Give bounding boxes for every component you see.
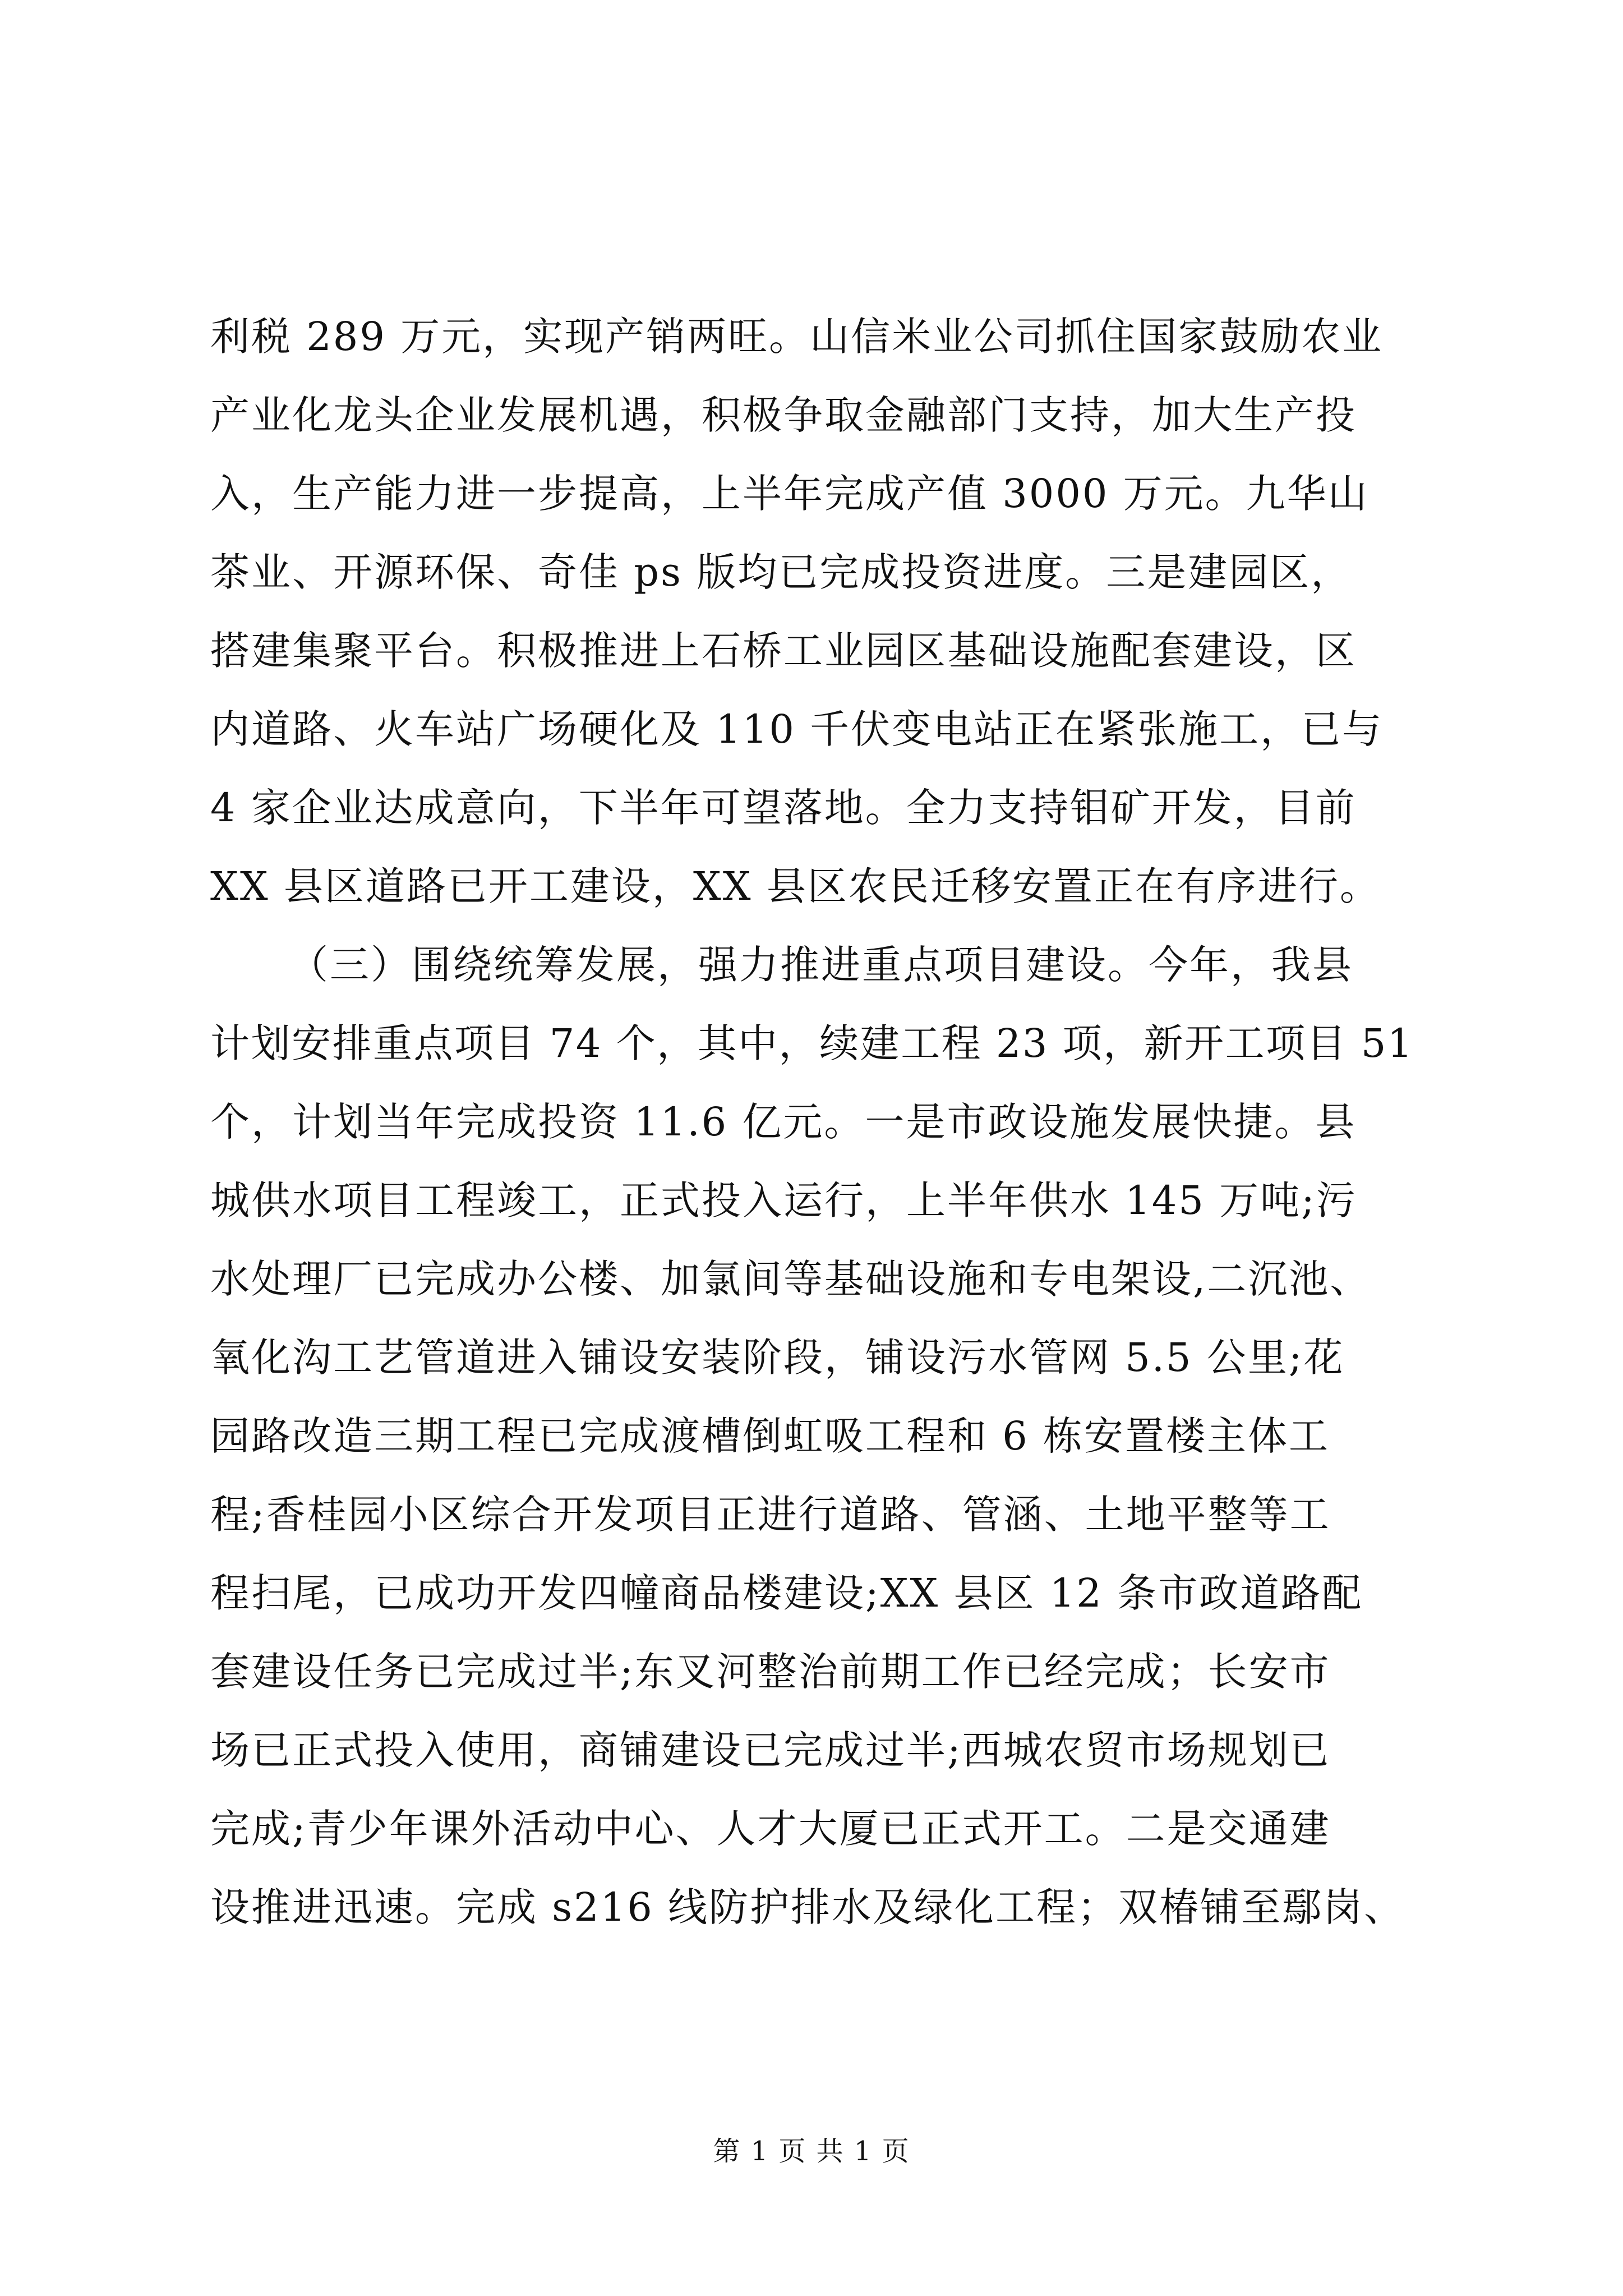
text-line: 内道路、火车站广场硬化及 110 千伏变电站正在紧张施工，已与 xyxy=(210,706,1384,752)
text-line: 入，生产能力进一步提高，上半年完成产值 3000 万元。九华山 xyxy=(210,471,1369,517)
text-line: 园路改造三期工程已完成渡槽倒虹吸工程和 6 栋安置楼主体工 xyxy=(210,1413,1330,1459)
text-line: 程扫尾，已成功开发四幢商品楼建设;XX 县区 12 条市政道路配 xyxy=(210,1570,1363,1616)
text-line: 产业化龙头企业发展机遇，积极争取金融部门支持，加大生产投 xyxy=(210,392,1357,438)
page-footer xyxy=(0,2134,1623,2168)
text-line: 设推进迅速。完成 s216 线防护排水及绿化工程；双椿铺至鄢岗、 xyxy=(210,1884,1405,1930)
text-line: 氧化沟工艺管道进入铺设安装阶段，铺设污水管网 5.5 公里;花 xyxy=(210,1335,1345,1381)
text-line: XX 县区道路已开工建设，XX 县区农民迁移安置正在有序进行。 xyxy=(210,863,1381,909)
body-text xyxy=(210,297,1422,1947)
text-line: 利税 289 万元，实现产销两旺。山信米业公司抓住国家鼓励农业 xyxy=(210,314,1384,360)
text-line: 4 家企业达成意向，下半年可望落地。全力支持钼矿开发，目前 xyxy=(210,785,1357,831)
text-line: 完成;青少年课外活动中心、人才大厦已正式开工。二是交通建 xyxy=(210,1806,1331,1852)
text-line: 茶业、开源环保、奇佳 ps 版均已完成投资进度。三是建园区， xyxy=(210,549,1352,595)
text-line: 计划安排重点项目 74 个，其中，续建工程 23 项，新开工项目 51 xyxy=(210,1020,1414,1066)
section-heading-line: （三）围绕统筹发展，强力推进重点项目建设。今年，我县 xyxy=(289,942,1353,988)
text-line: 城供水项目工程竣工，正式投入运行，上半年供水 145 万吨;污 xyxy=(210,1177,1357,1223)
text-line: 程;香桂园小区综合开发项目正进行道路、管涵、土地平整等工 xyxy=(210,1492,1331,1538)
text-line: 套建设任务已完成过半;东叉河整治前期工作已经完成；长安市 xyxy=(210,1649,1331,1695)
text-line: 场已正式投入使用，商铺建设已完成过半;西城农贸市场规划已 xyxy=(210,1727,1331,1773)
text-line: 个，计划当年完成投资 11.6 亿元。一是市政设施发展快捷。县 xyxy=(210,1099,1357,1145)
page-number-label: 第 1 页 共 1 页 xyxy=(713,2136,910,2167)
text-line: 水处理厂已完成办公楼、加氯间等基础设施和专电架设,二沉池、 xyxy=(210,1256,1371,1302)
text-line: 搭建集聚平台。积极推进上石桥工业园区基础设施配套建设，区 xyxy=(210,628,1357,674)
